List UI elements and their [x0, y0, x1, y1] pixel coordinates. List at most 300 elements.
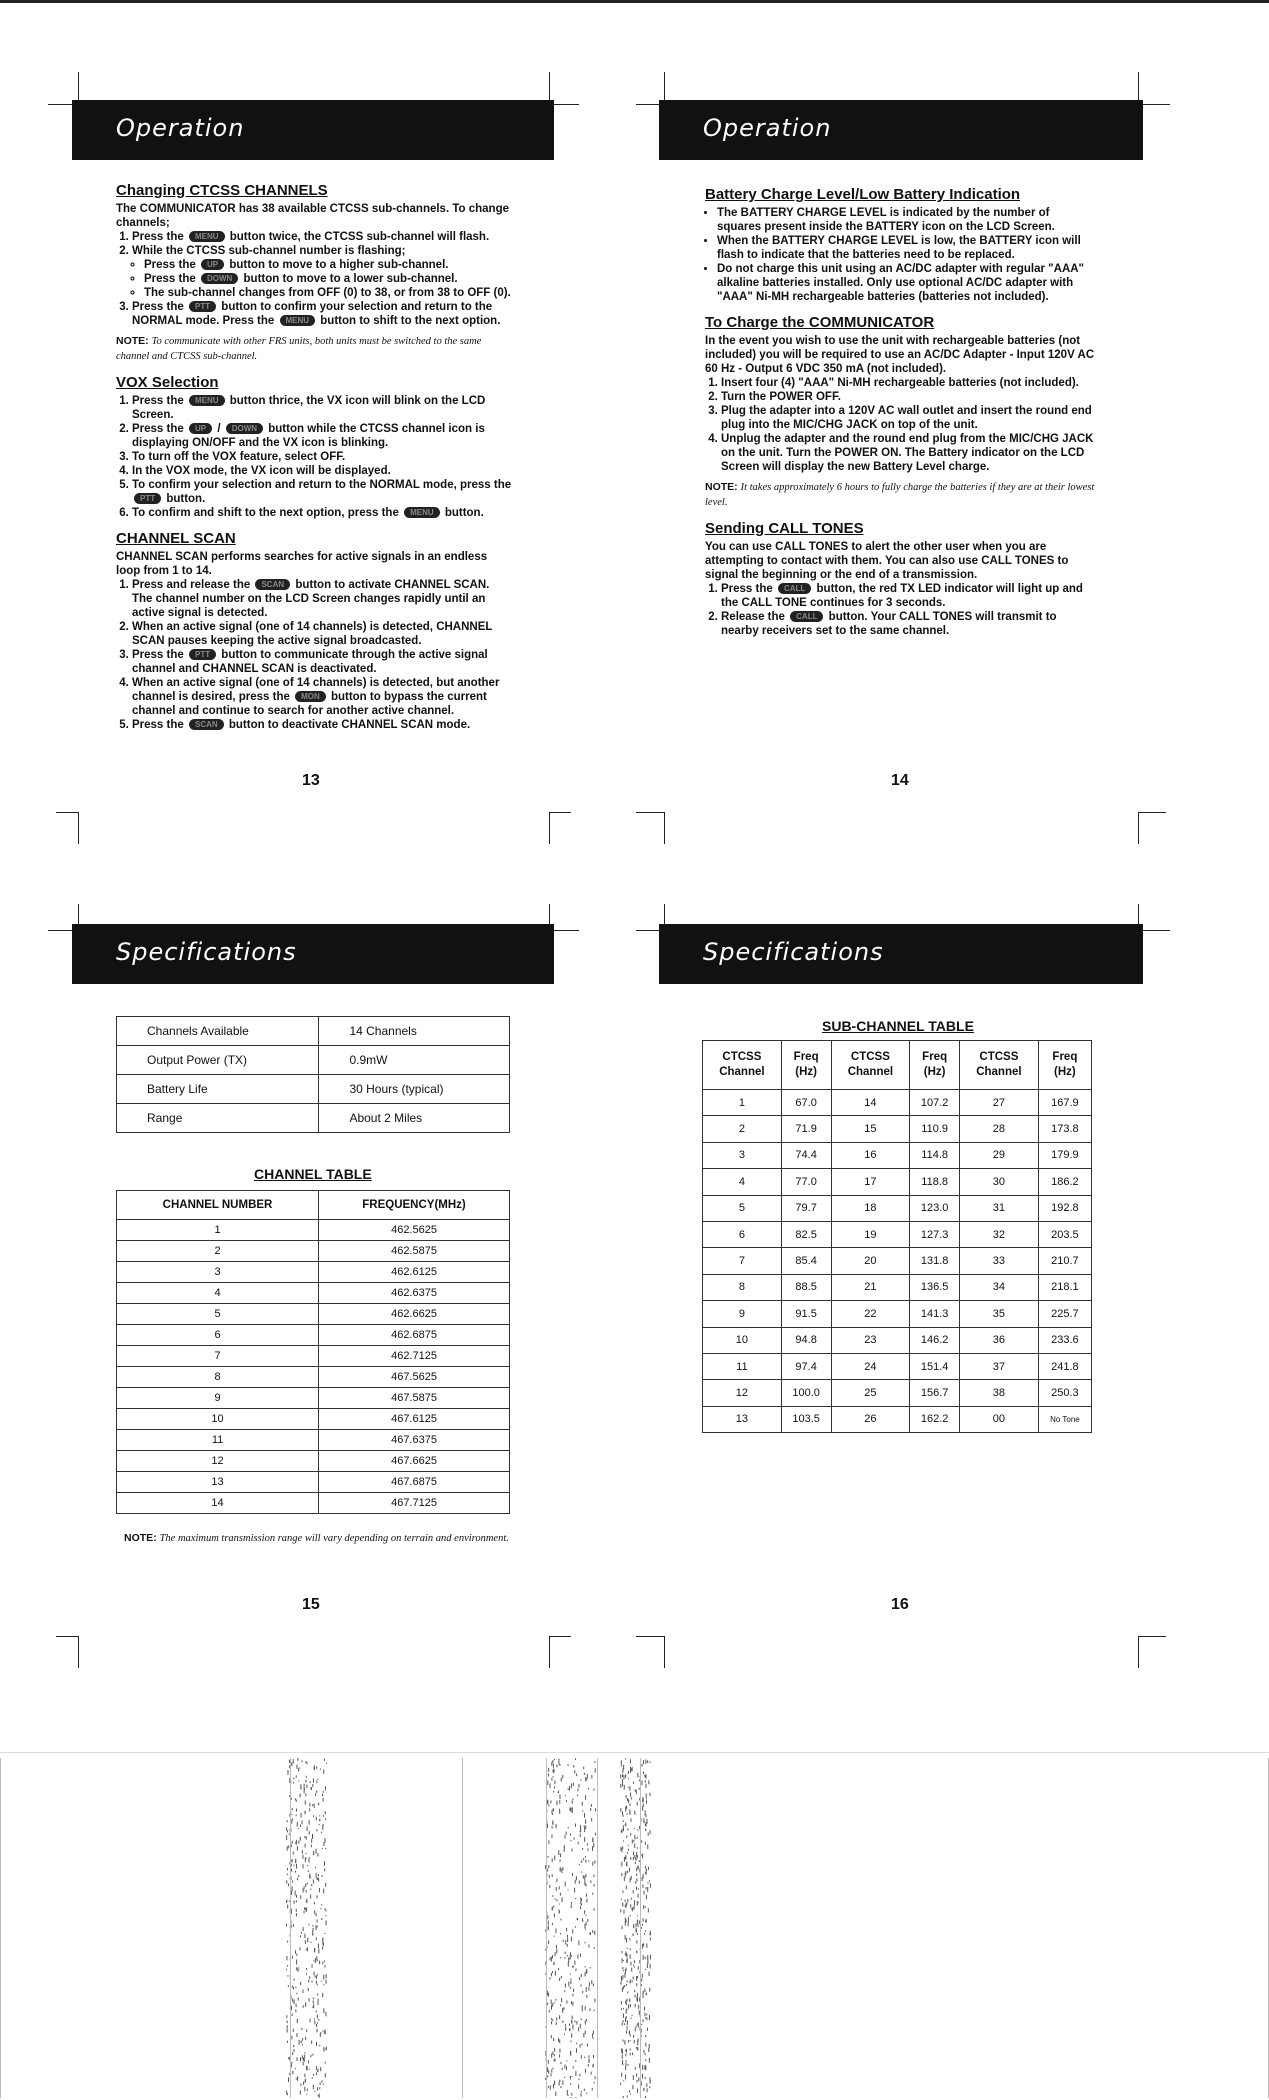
noise-speck — [558, 1759, 559, 1761]
table-cell: 24 — [831, 1353, 910, 1379]
noise-speck — [574, 1960, 575, 1964]
noise-speck — [633, 1964, 634, 1965]
noise-speck — [626, 2030, 627, 2033]
noise-speck — [623, 1825, 624, 1827]
noise-speck — [564, 1835, 565, 1838]
noise-speck — [594, 2082, 595, 2084]
table-cell: 162.2 — [910, 1406, 960, 1432]
noise-speck — [627, 1899, 628, 1902]
table-header-row — [117, 1191, 510, 1220]
noise-speck — [315, 1793, 316, 1796]
noise-speck — [622, 1774, 623, 1777]
table-cell: 462.6625 — [319, 1304, 510, 1325]
noise-speck — [305, 2080, 306, 2082]
noise-speck — [295, 2010, 296, 2012]
noise-speck — [303, 2058, 304, 2061]
noise-speck — [587, 1778, 588, 1779]
noise-speck — [646, 1800, 647, 1803]
noise-speck — [564, 2077, 565, 2078]
noise-speck — [318, 2000, 319, 2004]
noise-speck — [565, 1795, 566, 1796]
noise-speck — [627, 1828, 628, 1830]
noise-speck — [552, 1895, 553, 1897]
noise-speck — [298, 1967, 299, 1968]
noise-speck — [649, 2044, 650, 2048]
noise-speck — [555, 1971, 556, 1976]
noise-speck — [554, 2048, 555, 2052]
noise-speck — [295, 1871, 296, 1873]
noise-speck — [571, 1904, 572, 1908]
step-text: Press the — [132, 395, 184, 407]
note-text: It takes approximately 6 hours to fully charge the batteries if they are at their lowest level. — [705, 482, 1095, 508]
noise-speck — [625, 1918, 626, 1921]
noise-speck — [645, 2077, 646, 2079]
table-row — [117, 1472, 510, 1493]
table-cell: 1 — [117, 1220, 319, 1241]
noise-speck — [287, 1820, 288, 1822]
table-cell: 250.3 — [1038, 1380, 1091, 1406]
noise-speck — [622, 1988, 623, 1992]
noise-speck — [300, 1935, 301, 1937]
noise-speck — [634, 1811, 635, 1815]
noise-speck — [551, 2005, 552, 2010]
noise-speck — [644, 2007, 645, 2011]
noise-speck — [306, 1762, 307, 1764]
noise-speck — [323, 2047, 324, 2052]
noise-speck — [630, 1878, 631, 1883]
noise-speck — [631, 1876, 632, 1880]
noise-speck — [636, 2048, 637, 2049]
noise-speck — [629, 1809, 630, 1810]
noise-speck — [571, 2093, 572, 2096]
noise-speck — [626, 1795, 627, 1798]
noise-speck — [550, 2085, 551, 2089]
noise-speck — [641, 1927, 642, 1929]
noise-speck — [314, 2020, 315, 2024]
noise-speck — [572, 2025, 573, 2030]
noise-speck — [553, 1769, 554, 1774]
noise-speck — [324, 1868, 325, 1871]
noise-speck — [638, 1966, 639, 1970]
table-row — [703, 1380, 1092, 1406]
charge-heading: To Charge the COMMUNICATOR — [705, 314, 935, 331]
noise-speck — [317, 2087, 318, 2090]
noise-speck — [645, 2053, 646, 2055]
noise-speck — [580, 1900, 581, 1904]
noise-speck — [588, 1987, 589, 1990]
noise-speck — [648, 1867, 649, 1870]
noise-speck — [573, 2066, 574, 2068]
noise-speck — [580, 1830, 581, 1832]
noise-speck — [312, 2054, 313, 2056]
noise-speck — [566, 2060, 567, 2061]
noise-speck — [559, 2039, 560, 2043]
crop-mark — [56, 812, 78, 813]
noise-speck — [309, 1874, 310, 1878]
noise-speck — [592, 1840, 593, 1842]
step-text: button. Your CALL TONES will transmit to nearby receivers set to the same channel. — [721, 611, 1057, 637]
noise-speck — [323, 1943, 324, 1946]
noise-speck — [318, 1949, 319, 1954]
noise-speck — [549, 1977, 550, 1979]
noise-speck — [628, 1917, 629, 1922]
noise-speck — [310, 1781, 311, 1783]
noise-speck — [586, 2019, 587, 2022]
table-cell: 467.6875 — [319, 1472, 510, 1493]
noise-speck — [286, 2015, 287, 2018]
noise-speck — [323, 1889, 324, 1894]
noise-speck — [555, 1952, 556, 1956]
noise-speck — [580, 1985, 581, 1987]
noise-speck — [589, 2008, 590, 2011]
noise-speck — [551, 2035, 552, 2038]
noise-speck — [594, 1761, 595, 1763]
noise-speck — [301, 1813, 302, 1818]
noise-speck — [320, 1769, 321, 1770]
noise-speck — [551, 1957, 552, 1962]
noise-speck — [549, 1885, 550, 1888]
noise-speck — [556, 1800, 557, 1805]
noise-speck — [553, 2038, 554, 2041]
noise-speck — [308, 2060, 309, 2063]
noise-speck — [554, 1856, 555, 1861]
noise-speck — [572, 1929, 573, 1933]
noise-speck — [298, 1841, 299, 1844]
noise-speck — [311, 1839, 312, 1843]
noise-speck — [548, 1773, 549, 1776]
noise-speck — [625, 1758, 626, 1759]
list-item — [132, 422, 512, 450]
noise-speck — [630, 2048, 631, 2050]
noise-speck — [297, 2019, 298, 2023]
menu-button-icon: MENU — [280, 315, 316, 326]
noise-speck — [587, 1774, 588, 1778]
noise-speck — [301, 1932, 302, 1934]
noise-speck — [551, 2000, 552, 2005]
noise-speck — [552, 1907, 553, 1911]
noise-speck — [567, 2095, 568, 2097]
noise-speck — [554, 2002, 555, 2003]
noise-speck — [557, 1899, 558, 1901]
down-button-icon: DOWN — [226, 423, 263, 434]
header-line: (Hz) — [923, 1066, 946, 1078]
noise-speck — [623, 1820, 624, 1822]
table-cell: 118.8 — [910, 1169, 960, 1195]
noise-speck — [292, 1886, 293, 1891]
noise-speck — [565, 1940, 566, 1944]
table-row — [117, 1220, 510, 1241]
noise-speck — [636, 1940, 637, 1943]
noise-speck — [593, 2064, 594, 2068]
list-item: 1. Insert four (4) "AAA" Ni-MH rechargeable batteries (not included). — [721, 376, 1095, 390]
table-cell: 13 — [117, 1472, 319, 1493]
noise-speck — [317, 1960, 318, 1962]
noise-speck — [578, 2027, 579, 2031]
crop-mark — [56, 1636, 78, 1637]
noise-speck — [646, 1993, 647, 1996]
noise-speck — [300, 1837, 301, 1841]
list-item — [132, 506, 512, 520]
noise-speck — [637, 1933, 638, 1935]
noise-speck — [623, 1815, 624, 1817]
table-cell: 203.5 — [1038, 1221, 1091, 1247]
noise-speck — [643, 1955, 644, 1960]
noise-speck — [593, 1843, 594, 1848]
noise-speck — [548, 1941, 549, 1945]
noise-speck — [556, 2022, 557, 2025]
noise-speck — [583, 1767, 584, 1770]
noise-speck — [292, 1956, 293, 1959]
noise-speck — [304, 2052, 305, 2053]
noise-speck — [317, 2029, 318, 2033]
noise-speck — [316, 2024, 317, 2027]
noise-speck — [621, 1862, 622, 1867]
noise-speck — [646, 1919, 647, 1923]
table-header-row — [703, 1041, 1092, 1090]
noise-speck — [643, 1771, 644, 1774]
noise-speck — [573, 1783, 574, 1786]
table-cell: 14 — [831, 1090, 910, 1116]
noise-speck — [646, 1895, 647, 1899]
noise-speck — [637, 1837, 638, 1839]
noise-speck — [305, 1793, 306, 1796]
noise-speck — [286, 1924, 287, 1927]
noise-speck — [559, 1813, 560, 1814]
noise-speck — [649, 1880, 650, 1882]
noise-speck — [311, 1787, 312, 1789]
noise-speck — [581, 1872, 582, 1873]
noise-speck — [289, 2057, 290, 2060]
noise-speck — [628, 1922, 629, 1927]
noise-speck — [635, 1881, 636, 1883]
noise-speck — [293, 1924, 294, 1927]
noise-speck — [316, 1791, 317, 1793]
list-item: 2. Turn the POWER OFF. — [721, 390, 1095, 404]
noise-speck — [593, 1788, 594, 1790]
noise-speck — [303, 1864, 304, 1868]
table-cell: 467.6375 — [319, 1430, 510, 1451]
table-cell: 7 — [117, 1346, 319, 1367]
crop-mark — [549, 812, 571, 813]
noise-speck — [297, 1878, 298, 1880]
noise-speck — [317, 1919, 318, 1922]
crop-mark — [549, 1636, 550, 1668]
noise-speck — [593, 2031, 594, 2034]
noise-speck — [626, 2000, 627, 2004]
noise-speck — [564, 1990, 565, 1992]
scan-intro: CHANNEL SCAN performs searches for active signals in an endless loop from 1 to 14. — [116, 551, 488, 577]
noise-speck — [635, 2028, 636, 2031]
list-item: • When the BATTERY CHARGE LEVEL is low, the BATTERY icon will flash to indicate that the batteries need to be replaced. — [717, 234, 1095, 262]
noise-speck — [594, 1908, 595, 1910]
noise-speck — [628, 2040, 629, 2042]
noise-speck — [296, 1900, 297, 1902]
table-cell: 11 — [117, 1430, 319, 1451]
table-cell: 94.8 — [781, 1327, 831, 1353]
noise-speck — [302, 1821, 303, 1825]
noise-speck — [584, 1876, 585, 1881]
noise-speck — [648, 1882, 649, 1884]
crop-mark — [1138, 1636, 1166, 1637]
crop-mark — [78, 1636, 79, 1668]
table-row — [703, 1195, 1092, 1221]
table-cell: 2 — [703, 1116, 782, 1142]
noise-speck — [304, 2087, 305, 2092]
section-banner — [72, 924, 554, 984]
noise-speck — [645, 2059, 646, 2061]
noise-speck — [302, 1760, 303, 1762]
table-cell: 21 — [831, 1274, 910, 1300]
step-text: button to move to a lower sub-channel. — [243, 273, 458, 285]
noise-speck — [585, 1795, 586, 1800]
noise-speck — [633, 1927, 634, 1929]
noise-speck — [551, 1835, 552, 1838]
noise-speck — [571, 1840, 572, 1841]
noise-speck — [555, 1929, 556, 1934]
noise-speck — [592, 2088, 593, 2091]
crop-mark — [636, 812, 664, 813]
noise-speck — [302, 2055, 303, 2059]
noise-speck — [642, 1800, 643, 1802]
noise-speck — [637, 1976, 638, 1978]
noise-speck — [627, 1813, 628, 1814]
noise-speck — [641, 1780, 642, 1785]
noise-speck — [312, 1931, 313, 1936]
noise-speck — [311, 1942, 312, 1943]
noise-speck — [551, 2053, 552, 2057]
step-text: Press the — [144, 273, 196, 285]
page-13-content — [116, 172, 512, 732]
noise-speck — [287, 1830, 288, 1832]
noise-speck — [325, 1786, 326, 1790]
noise-speck — [309, 1998, 310, 2002]
noise-speck — [638, 2005, 639, 2009]
noise-speck — [647, 2088, 648, 2092]
table-cell: 467.6125 — [319, 1409, 510, 1430]
noise-speck — [316, 2072, 317, 2075]
table-cell: 110.9 — [910, 1116, 960, 1142]
table-cell: 23 — [831, 1327, 910, 1353]
noise-speck — [324, 1933, 325, 1934]
noise-speck — [287, 1874, 288, 1876]
noise-speck — [305, 1908, 306, 1911]
noise-speck — [629, 2090, 630, 2092]
menu-button-icon: MENU — [189, 395, 225, 406]
noise-speck — [648, 1833, 649, 1836]
noise-speck — [310, 1889, 311, 1890]
noise-speck — [293, 1782, 294, 1784]
table-cell: 186.2 — [1038, 1169, 1091, 1195]
noise-speck — [636, 1983, 637, 1986]
noise-speck — [559, 1978, 560, 1981]
noise-speck — [641, 1978, 642, 1981]
column-header — [781, 1041, 831, 1090]
noise-speck — [322, 1939, 323, 1941]
noise-speck — [316, 1980, 317, 1983]
noise-speck — [588, 1945, 589, 1948]
noise-speck — [572, 1809, 573, 1814]
noise-speck — [621, 1873, 622, 1876]
table-row — [703, 1301, 1092, 1327]
crop-mark — [549, 1636, 571, 1637]
noise-speck — [561, 1778, 562, 1782]
noise-speck — [559, 1886, 560, 1889]
noise-speck — [631, 1968, 632, 1972]
step-text: While the CTCSS sub-channel number is flashing; — [132, 245, 406, 257]
step-text: button to communicate through the active signal channel and CHANNEL SCAN is deactivated. — [132, 649, 488, 675]
noise-speck — [558, 1850, 559, 1855]
noise-speck — [639, 2010, 640, 2015]
noise-speck — [639, 1780, 640, 1782]
noise-speck — [291, 1762, 292, 1766]
noise-speck — [558, 1760, 559, 1764]
noise-speck — [565, 1882, 566, 1887]
noise-speck — [630, 1954, 631, 1959]
noise-speck — [313, 1998, 314, 1999]
noise-speck — [626, 1968, 627, 1971]
noise-speck — [625, 2066, 626, 2070]
noise-speck — [650, 1830, 651, 1834]
noise-speck — [632, 2015, 633, 2016]
noise-speck — [552, 1760, 553, 1763]
noise-speck — [642, 1974, 643, 1978]
noise-speck — [293, 2045, 294, 2047]
list-item — [132, 478, 512, 506]
noise-speck — [625, 2074, 626, 2079]
noise-speck — [630, 1768, 631, 1773]
noise-speck — [319, 2094, 320, 2098]
noise-speck — [322, 1962, 323, 1965]
noise-speck — [588, 1788, 589, 1790]
noise-speck — [317, 1926, 318, 1928]
noise-speck — [323, 1798, 324, 1802]
noise-speck — [291, 2006, 292, 2010]
noise-speck — [558, 1968, 559, 1970]
noise-speck — [650, 1965, 651, 1969]
table-cell: 103.5 — [781, 1406, 831, 1432]
noise-speck — [308, 1980, 309, 1983]
ctcss-note — [116, 334, 512, 364]
noise-speck — [321, 1832, 322, 1834]
noise-speck — [292, 1986, 293, 1988]
noise-speck — [324, 1908, 325, 1910]
noise-speck — [572, 2002, 573, 2006]
noise-speck — [304, 1911, 305, 1914]
noise-speck — [571, 1955, 572, 1957]
table-cell: 35 — [960, 1301, 1039, 1327]
header-line: Freq — [793, 1051, 819, 1063]
table-cell: 15 — [831, 1116, 910, 1142]
table-cell: 14 Channels — [319, 1017, 510, 1046]
noise-speck — [634, 1990, 635, 1992]
crop-mark — [78, 812, 79, 844]
section-banner — [659, 924, 1143, 984]
noise-speck — [287, 1846, 288, 1850]
table-cell: No Tone — [1038, 1406, 1091, 1432]
table-row — [117, 1304, 510, 1325]
noise-speck — [570, 1973, 571, 1974]
noise-speck — [584, 1924, 585, 1928]
noise-speck — [309, 1976, 310, 1979]
noise-speck — [577, 1789, 578, 1792]
noise-speck — [594, 1999, 595, 2003]
table-cell: 82.5 — [781, 1221, 831, 1247]
step-text: To confirm and shift to the next option, press the — [132, 507, 399, 519]
noise-speck — [319, 1824, 320, 1825]
noise-speck — [312, 2006, 313, 2007]
column-header: CHANNEL NUMBER — [117, 1191, 319, 1220]
noise-speck — [316, 1913, 317, 1916]
